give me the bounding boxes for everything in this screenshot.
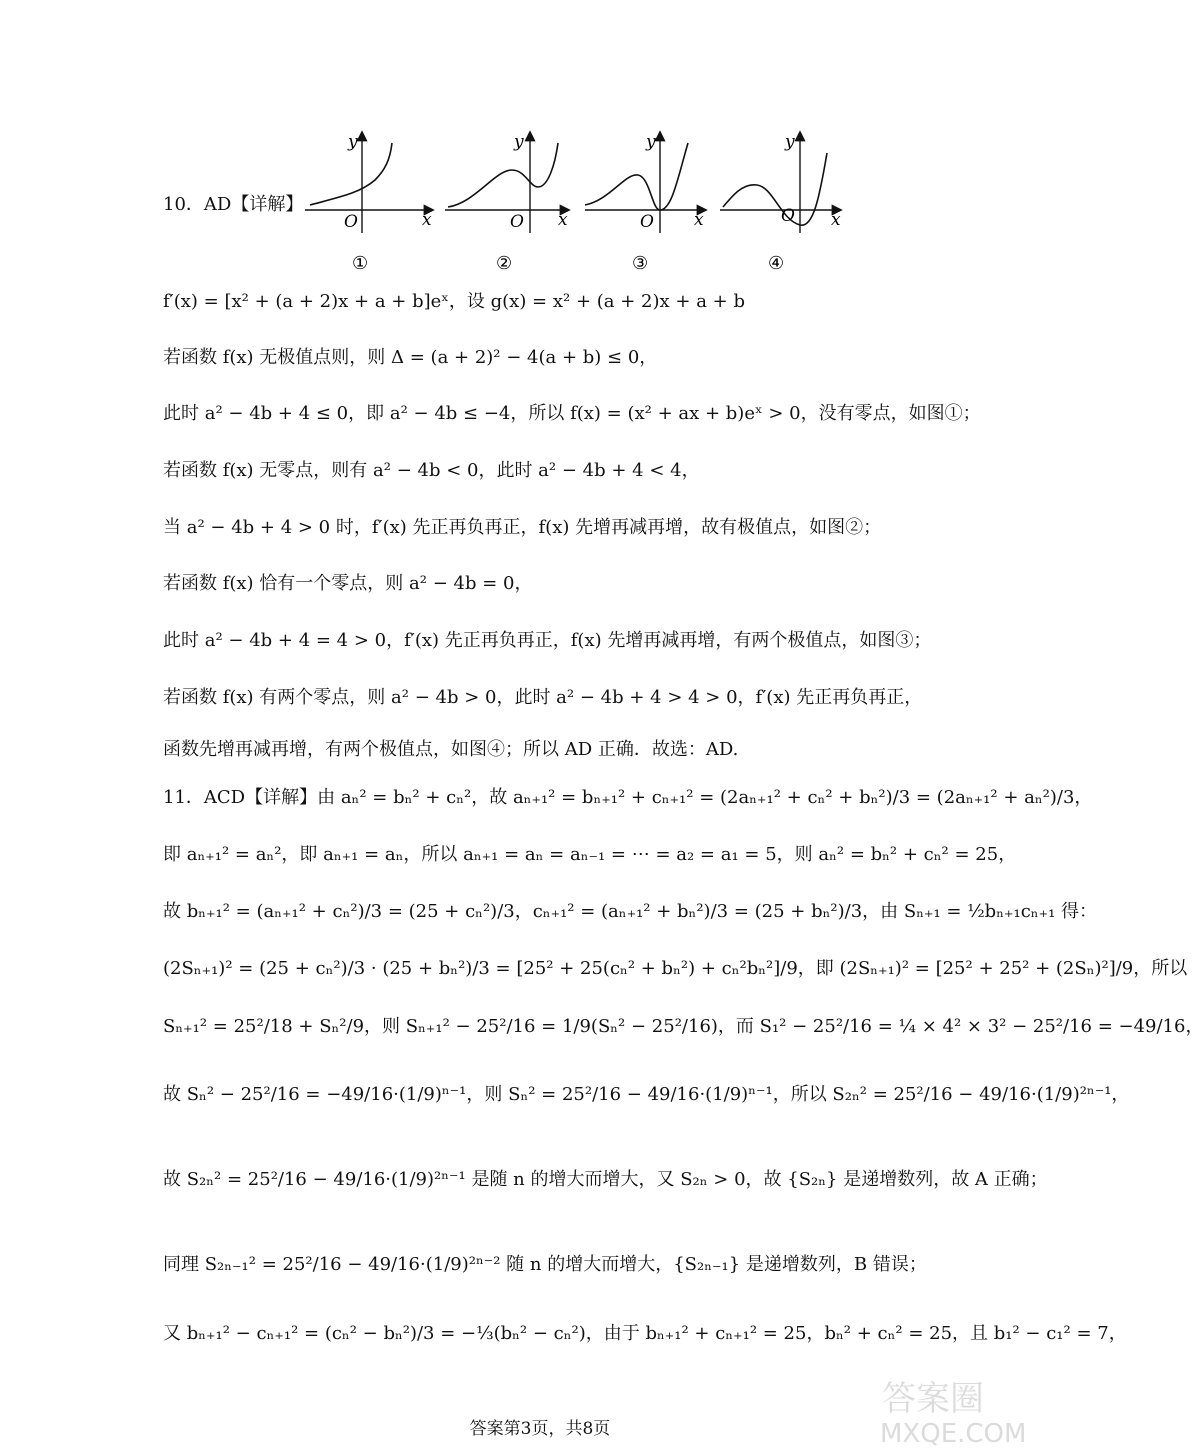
svg-text:O: O [640, 212, 654, 232]
q11-line-3: 故 bₙ₊₁² = (aₙ₊₁² + cₙ²)/3 = (25 + cₙ²)/3，cₙ₊₁² = (aₙ₊₁² + bₙ²)/3 = (25 + bₙ²)/3，由 Sₙ₊₁ = ½bₙ₊₁cₙ₊₁ 得： [163, 901, 1098, 922]
q10-line-3: 此时 a² − 4b + 4 ≤ 0，即 a² − 4b ≤ −4，所以 f(x) = (x² + ax + b)eˣ > 0，没有零点，如图①； [163, 403, 981, 424]
y-axis-label: y [348, 132, 358, 152]
graph-3 [585, 132, 705, 274]
graph-4 [720, 132, 841, 274]
q11-line-2: 即 aₙ₊₁² = aₙ²，即 aₙ₊₁ = aₙ，所以 aₙ₊₁ = aₙ = aₙ₋₁ = ⋯ = a₂ = a₁ = 5，则 aₙ² = bₙ² + cₙ² = 25， [163, 844, 1017, 865]
q10-line-6: 若函数 f(x) 恰有一个零点，则 a² − 4b = 0， [163, 573, 533, 594]
svg-text:x: x [831, 210, 841, 230]
svg-text:x: x [694, 210, 704, 230]
origin-label: O [344, 212, 358, 232]
function-graphs-figure [300, 125, 860, 285]
q10-line-1: f′(x) = [x² + (a + 2)x + a + b]eˣ，设 g(x) = x² + (a + 2)x + a + b [163, 291, 745, 312]
q10-line-5: 当 a² − 4b + 4 > 0 时，f′(x) 先正再负再正，f(x) 先增再减再增，故有极值点，如图②； [163, 517, 882, 538]
q10-line-4: 若函数 f(x) 无零点，则有 a² − 4b < 0，此时 a² − 4b + 4 < 4， [163, 460, 700, 481]
svg-text:y: y [646, 132, 656, 152]
svg-text:O: O [781, 206, 795, 226]
figure-number-3: ③ [632, 253, 649, 274]
watermark-logo [872, 1368, 1062, 1448]
svg-text:MXQE.COM: MXQE.COM [880, 1419, 1027, 1449]
q11-line-4: (2Sₙ₊₁)² = (25 + cₙ²)/3 · (25 + bₙ²)/3 = [25² + 25(cₙ² + bₙ²) + cₙ²bₙ²]/9，即 (2Sₙ₊₁)² = [25² + 25² + (2Sₙ)²]/9，所以 [163, 958, 1188, 979]
svg-text:答案圈: 答案圈 [882, 1379, 984, 1419]
svg-text:y: y [514, 132, 524, 152]
figure-number-2: ② [496, 253, 513, 274]
q11-line-5: Sₙ₊₁² = 25²/18 + Sₙ²/9，则 Sₙ₊₁² − 25²/16 = 1/9(Sₙ² − 25²/16)，而 S₁² − 25²/16 = ¼ × 4² × 3² − 25²/16 = −49/16， [163, 1016, 1203, 1037]
page-footer: 答案第3页，共8页 [469, 1419, 611, 1439]
x-axis-label: x [422, 210, 432, 230]
q10-line-9: 函数先增再减再增，有两个极值点，如图④；所以 AD 正确．故选：AD. [163, 739, 739, 760]
q11-line-1: 11．ACD【详解】由 aₙ² = bₙ² + cₙ²，故 aₙ₊₁² = bₙ₊₁² + cₙ₊₁² = (2aₙ₊₁² + cₙ² + bₙ²)/3 = (2aₙ₊₁² + aₙ²)/3， [163, 787, 1093, 808]
q11-line-7: 故 S₂ₙ² = 25²/16 − 49/16·(1/9)²ⁿ⁻¹ 是随 n 的增大而增大，又 S₂ₙ > 0，故 {S₂ₙ} 是递增数列，故 A 正确； [163, 1169, 1048, 1190]
graph-1 [305, 132, 432, 274]
figure-number-4: ④ [768, 253, 785, 274]
figure-number-1: ① [352, 253, 369, 274]
svg-text:y: y [785, 132, 795, 152]
graph-2 [445, 132, 568, 274]
q11-line-6: 故 Sₙ² − 25²/16 = −49/16·(1/9)ⁿ⁻¹，则 Sₙ² = 25²/16 − 49/16·(1/9)ⁿ⁻¹，所以 S₂ₙ² = 25²/16 − 49/16·(1/9)²ⁿ⁻¹， [163, 1084, 1130, 1105]
question-10-label: 10．AD【详解】 [163, 194, 304, 215]
q11-line-9: 又 bₙ₊₁² − cₙ₊₁² = (cₙ² − bₙ²)/3 = −⅓(bₙ² − cₙ²)，由于 bₙ₊₁² + cₙ₊₁² = 25，bₙ² + cₙ² = 25，且 b₁² − c₁² = 7， [163, 1323, 1127, 1344]
svg-text:x: x [558, 210, 568, 230]
q10-line-8: 若函数 f(x) 有两个零点，则 a² − 4b > 0，此时 a² − 4b + 4 > 4 > 0，f′(x) 先正再负再正， [163, 687, 923, 708]
q10-line-2: 若函数 f(x) 无极值点则，则 Δ = (a + 2)² − 4(a + b) ≤ 0， [163, 347, 658, 368]
q11-line-8: 同理 S₂ₙ₋₁² = 25²/16 − 49/16·(1/9)²ⁿ⁻² 随 n 的增大而增大，{S₂ₙ₋₁} 是递增数列，B 错误； [163, 1254, 927, 1275]
svg-text:O: O [510, 212, 524, 232]
q10-line-7: 此时 a² − 4b + 4 = 4 > 0，f′(x) 先正再负再正，f(x) 先增再减再增，有两个极值点，如图③； [163, 630, 932, 651]
